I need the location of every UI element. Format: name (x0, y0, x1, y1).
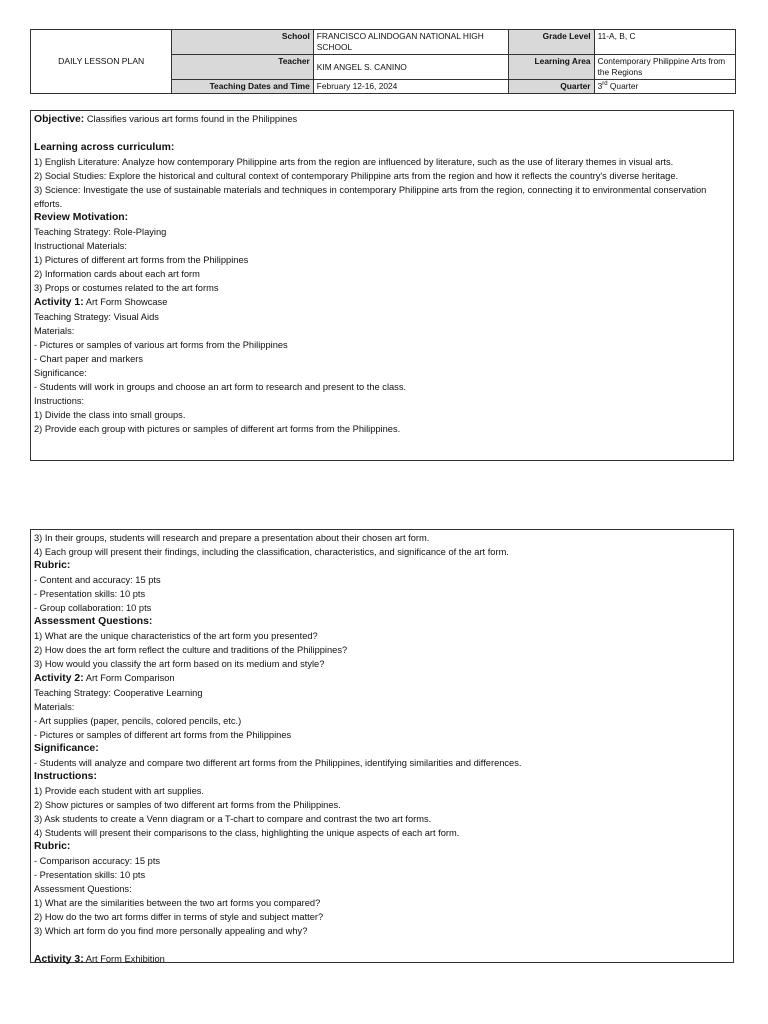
rubric2-line: 3) Which art form do you find more personally appealing and why? (34, 926, 308, 936)
activity3-heading (34, 952, 730, 967)
activity1-line: - Chart paper and markers (34, 354, 144, 364)
instructions-line: 2) Show pictures or samples of two different art forms from the Philippines. (34, 800, 341, 810)
activity1-line: 1) Divide the class into small groups. (34, 410, 186, 420)
rubric1-line: - Group collaboration: 10 pts (34, 603, 152, 613)
review-line: 2) Information cards about each art form (34, 269, 200, 279)
dates-label: Teaching Dates and Time (172, 80, 313, 94)
dates-value: February 12-16, 2024 (313, 80, 509, 94)
activity2-line: - Art supplies (paper, pencils, colored pencils, etc.) (34, 716, 242, 726)
rubric2-line: 2) How do the two art forms differ in terms of style and subject matter? (34, 912, 324, 922)
area-value: Contemporary Philippine Arts from the Regions (594, 55, 735, 80)
assessment1-line: 3) How would you classify the art form based on its medium and style? (34, 659, 325, 669)
teacher-label: Teacher (172, 55, 313, 80)
rubric2-line: Assessment Questions: (34, 884, 132, 894)
review-heading: Review Motivation: (34, 212, 129, 223)
curriculum-heading: Learning across curriculum: (34, 142, 175, 153)
activity1-title: Art Form Showcase (83, 297, 168, 307)
activity2-heading (34, 671, 730, 686)
intro-line: 4) Each group will present their findings, including the classification, characteristics, and significance of the art form. (34, 547, 509, 557)
lesson-section-page2 (30, 529, 734, 963)
rubric2-line: - Presentation skills: 10 pts (34, 870, 146, 880)
activity3-label: Activity 3: (34, 954, 84, 965)
quarter-word: Quarter (607, 81, 639, 91)
instructions-line: 4) Students will present their comparisons to the class, highlighting the unique aspects of each art form. (34, 828, 460, 838)
intro-line: 3) In their groups, students will research and prepare a presentation about their chosen art form. (34, 533, 430, 543)
review-line: Instructional Materials: (34, 241, 128, 251)
activity1-line: - Students will work in groups and choose an art form to research and present to the class. (34, 382, 407, 392)
activity2-title: Art Form Comparison (83, 673, 175, 683)
activity1-line: Significance: (34, 368, 87, 378)
quarter-value (594, 80, 735, 94)
activity1-line: Instructions: (34, 396, 85, 406)
significance-heading: Significance: (34, 743, 99, 754)
quarter-suffix: rd (602, 81, 608, 88)
objective-label: Objective: (34, 114, 85, 125)
assessment1-line: 1) What are the unique characteristics of the art form you presented? (34, 631, 318, 641)
activity3-title: Art Form Exhibition (83, 954, 165, 964)
review-line: Teaching Strategy: Role-Playing (34, 227, 167, 237)
plan-title: DAILY LESSON PLAN (31, 30, 172, 94)
activity1-line: Teaching Strategy: Visual Aids (34, 312, 159, 322)
activity2-line: Teaching Strategy: Cooperative Learning (34, 688, 203, 698)
objective-line (34, 112, 730, 127)
rubric1-line: - Presentation skills: 10 pts (34, 589, 146, 599)
curriculum-item: 1) English Literature: Analyze how contemporary Philippine arts from the region are influenced by literature, such as the use of literary themes in visual arts. (34, 157, 674, 167)
rubric2-line: - Comparison accuracy: 15 pts (34, 856, 161, 866)
grade-value: 11-A, B, C (594, 30, 735, 55)
lesson-section-page1 (30, 110, 734, 461)
quarter-number: 3 (597, 81, 603, 91)
teacher-value: KIM ANGEL S. CANINO (313, 55, 509, 80)
assessment1-line: 2) How does the art form reflect the culture and traditions of the Philippines? (34, 645, 348, 655)
objective-text: Classifies various art forms found in the Philippines (84, 114, 298, 124)
quarter-label: Quarter (509, 80, 594, 94)
school-label: School (172, 30, 313, 55)
review-line: 3) Props or costumes related to the art forms (34, 283, 219, 293)
instructions-line: 3) Ask students to create a Venn diagram or a T-chart to compare and contrast the two art forms. (34, 814, 432, 824)
activity1-line: Materials: (34, 326, 75, 336)
rubric1-heading: Rubric: (34, 560, 71, 571)
review-line: 1) Pictures of different art forms from the Philippines (34, 255, 249, 265)
activity2-line: - Pictures or samples of different art forms from the Philippines (34, 730, 292, 740)
instructions-line: 1) Provide each student with art supplies. (34, 786, 205, 796)
activity1-heading (34, 295, 730, 310)
rubric2-line: 1) What are the similarities between the two art forms you compared? (34, 898, 321, 908)
curriculum-item: 3) Science: Investigate the use of sustainable materials and techniques in contemporary Philippine arts from the region, connecting it to environmental conservation efforts. (34, 185, 707, 209)
significance-line: - Students will analyze and compare two different art forms from the Philippines, identifying similarities and differences. (34, 758, 522, 768)
activity2-line: Materials: (34, 702, 75, 712)
activity1-line: - Pictures or samples of various art forms from the Philippines (34, 340, 288, 350)
lesson-plan-header (30, 29, 736, 94)
curriculum-item: 2) Social Studies: Explore the historical and cultural context of contemporary Philippine arts from the region and how it reflects the country's diverse heritage. (34, 171, 679, 181)
activity2-label: Activity 2: (34, 673, 84, 684)
area-label: Learning Area (509, 55, 594, 80)
instructions-heading: Instructions: (34, 771, 97, 782)
assessment1-heading: Assessment Questions: (34, 616, 153, 627)
rubric1-line: - Content and accuracy: 15 pts (34, 575, 161, 585)
activity1-line: 2) Provide each group with pictures or samples of different art forms from the Philippines. (34, 424, 401, 434)
activity1-label: Activity 1: (34, 297, 84, 308)
school-value: FRANCISCO ALINDOGAN NATIONAL HIGH SCHOOL (313, 30, 509, 55)
rubric2-heading: Rubric: (34, 841, 71, 852)
grade-label: Grade Level (509, 30, 594, 55)
